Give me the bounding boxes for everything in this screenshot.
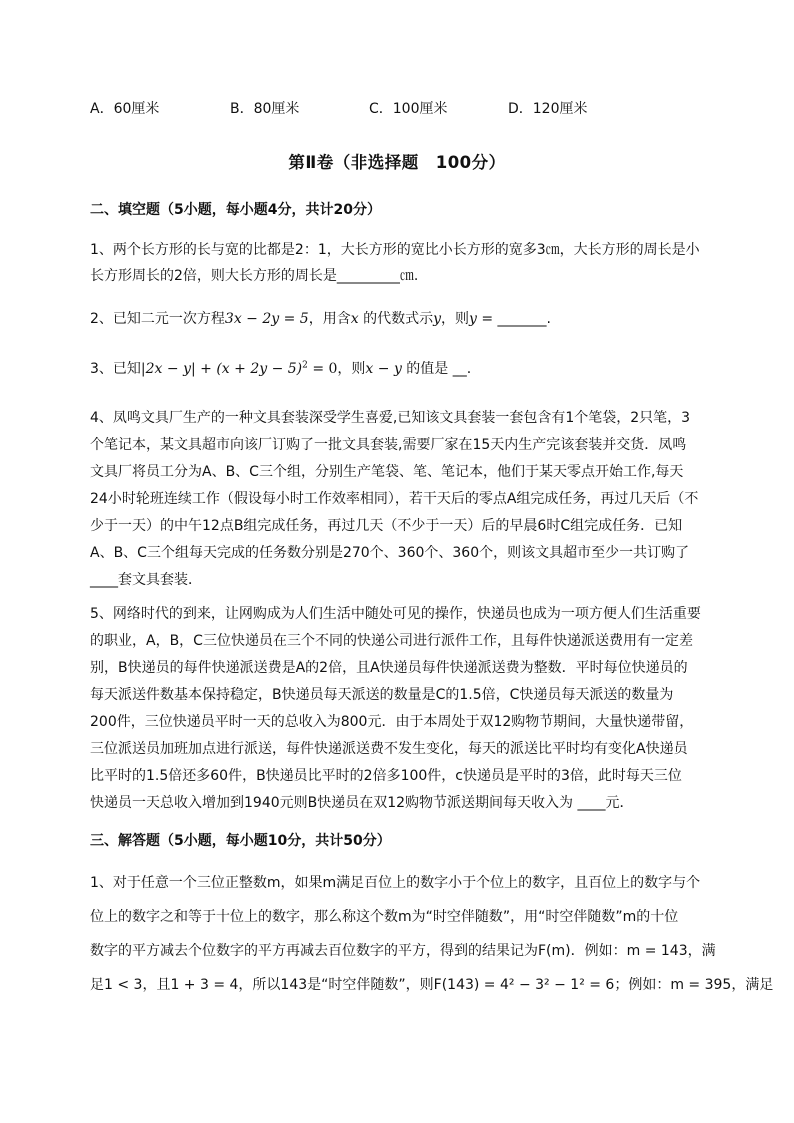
q2-variable-y: y	[433, 311, 441, 327]
q2-text: 2、已知二元一次方程	[90, 311, 225, 327]
fill-in-question-3	[90, 358, 471, 378]
option-b: B．80厘米	[230, 101, 300, 117]
fill-in-heading: 二、填空题（5小题，每小题4分，共计20分）	[90, 202, 381, 218]
text-line: 长方形周长的2倍，则大长方形的周长是_________㎝.	[90, 268, 419, 284]
text-line: 个笔记本，某文具超市向该厂订购了一批文具套装,需要厂家在15天内生产完该套装并交货．凤鸣	[90, 437, 687, 453]
fill-in-question-5	[90, 601, 745, 817]
text-line: 快递员一天总收入增加到1940元则B快递员在双12购物节派送期间每天收入为 ____元．	[90, 795, 634, 811]
q2-variable-y: y	[469, 311, 477, 327]
text-line: 5、网络时代的到来，让网购成为人们生活中随处可见的操作，快递员也成为一项方便人们生活重要	[90, 606, 701, 622]
text-line: 三位派送员加班加点进行派送，每件快递派送费不发生变化，每天的派送比平时均有变化A快递员	[90, 741, 688, 757]
option-a: A．60厘米	[90, 101, 160, 117]
text-line: 少于一天）的中午12点B组完成任务，再过几天（不少于一天）后的早晨6时C组完成任务．已知	[90, 518, 683, 534]
text-line: 200件，三位快递员平时一天的总收入为800元．由于本周处于双12购物节期间，大量快递带留，	[90, 714, 694, 730]
q2-text: ，用含	[308, 311, 351, 327]
text-line: 1、对于任意一个三位正整数m，如果m满足百位上的数字小于个位上的数字，且百位上的数字与个	[90, 875, 701, 891]
q3-text: ，则	[337, 361, 366, 377]
text-line: 每天派送件数基本保持稳定，B快递员每天派送的数量是C的1.5倍，C快递员每天派送的数量为	[90, 687, 674, 703]
section-title: 第Ⅱ卷（非选择题 100分）	[288, 153, 506, 172]
text-line: 别，B快递员的每件快递派送费是A的2倍，且A快递员每件快递派送费为整数．平时每位快递员的	[90, 660, 688, 676]
option-d: D．120厘米	[508, 101, 588, 117]
q2-text: ，则	[441, 311, 469, 327]
q3-difference: x − y	[365, 361, 402, 377]
text-line: ____套文具套装．	[90, 572, 202, 588]
text-line: A、B、C三个组每天完成的任务数分别是270个、360个、360个，则该文具超市至少一共订购了	[90, 545, 690, 561]
answer-options	[90, 98, 730, 120]
text-line: 的职业，A，B，C三位快递员在三个不同的快递公司进行派件工作，且每件快递派送费用有一定差	[90, 633, 693, 649]
answer-heading: 三、解答题（5小题，每小题10分，共计50分）	[90, 833, 391, 849]
fill-in-question-4	[90, 405, 745, 594]
text-line: 4、凤鸣文具厂生产的一种文具套装深受学生喜爱,已知该文具套装一套包含有1个笔袋，2只笔，3	[90, 410, 691, 426]
text-line: 足1 < 3，且1 + 3 = 4，所以143是“时空伴随数”，则F(143) = 4² − 3² − 1² = 6；例如：m = 395，满足	[90, 977, 774, 993]
q3-blank: 的值是 __.	[401, 361, 472, 377]
fill-in-question-2	[90, 308, 551, 328]
q3-expression: |2x − y| + (x + 2y − 5)	[140, 361, 303, 377]
q3-exponent: 2	[302, 360, 308, 371]
option-c: C．100厘米	[369, 101, 448, 117]
q2-text: 的代数式示	[358, 311, 434, 327]
text-line: 文具厂将员工分为A、B、C三个组，分别生产笔袋、笔、笔记本，他们于某天零点开始工作,每天	[90, 464, 684, 480]
text-line: 位上的数字之和等于十位上的数字，那么称这个数m为“时空伴随数”，用“时空伴随数”m的十位	[90, 909, 679, 925]
text-line: 比平时的1.5倍还多60件，B快递员比平时的2倍多100件，c快递员是平时的3倍，此时每天三位	[90, 768, 682, 784]
q2-variable-x: x	[350, 311, 359, 327]
text-line: 1、两个长方形的长与宽的比都是2：1，大长方形的宽比小长方形的宽多3㎝，大长方形的周长是小	[90, 242, 700, 258]
q3-equals: = 0	[307, 361, 338, 377]
answer-question-1	[90, 866, 774, 1002]
text-line: 数字的平方减去个位数字的平方再减去百位数字的平方，得到的结果记为F(m)．例如：m = 143，满	[90, 943, 716, 959]
q3-text: 3、已知	[90, 361, 141, 377]
q2-blank: = _______.	[476, 311, 552, 327]
fill-in-question-1	[90, 237, 745, 289]
q2-equation: 3x − 2y = 5	[224, 311, 309, 327]
text-line: 24小时轮班连续工作（假设每小时工作效率相同），若干天后的零点A组完成任务，再过几天后（不	[90, 491, 699, 507]
